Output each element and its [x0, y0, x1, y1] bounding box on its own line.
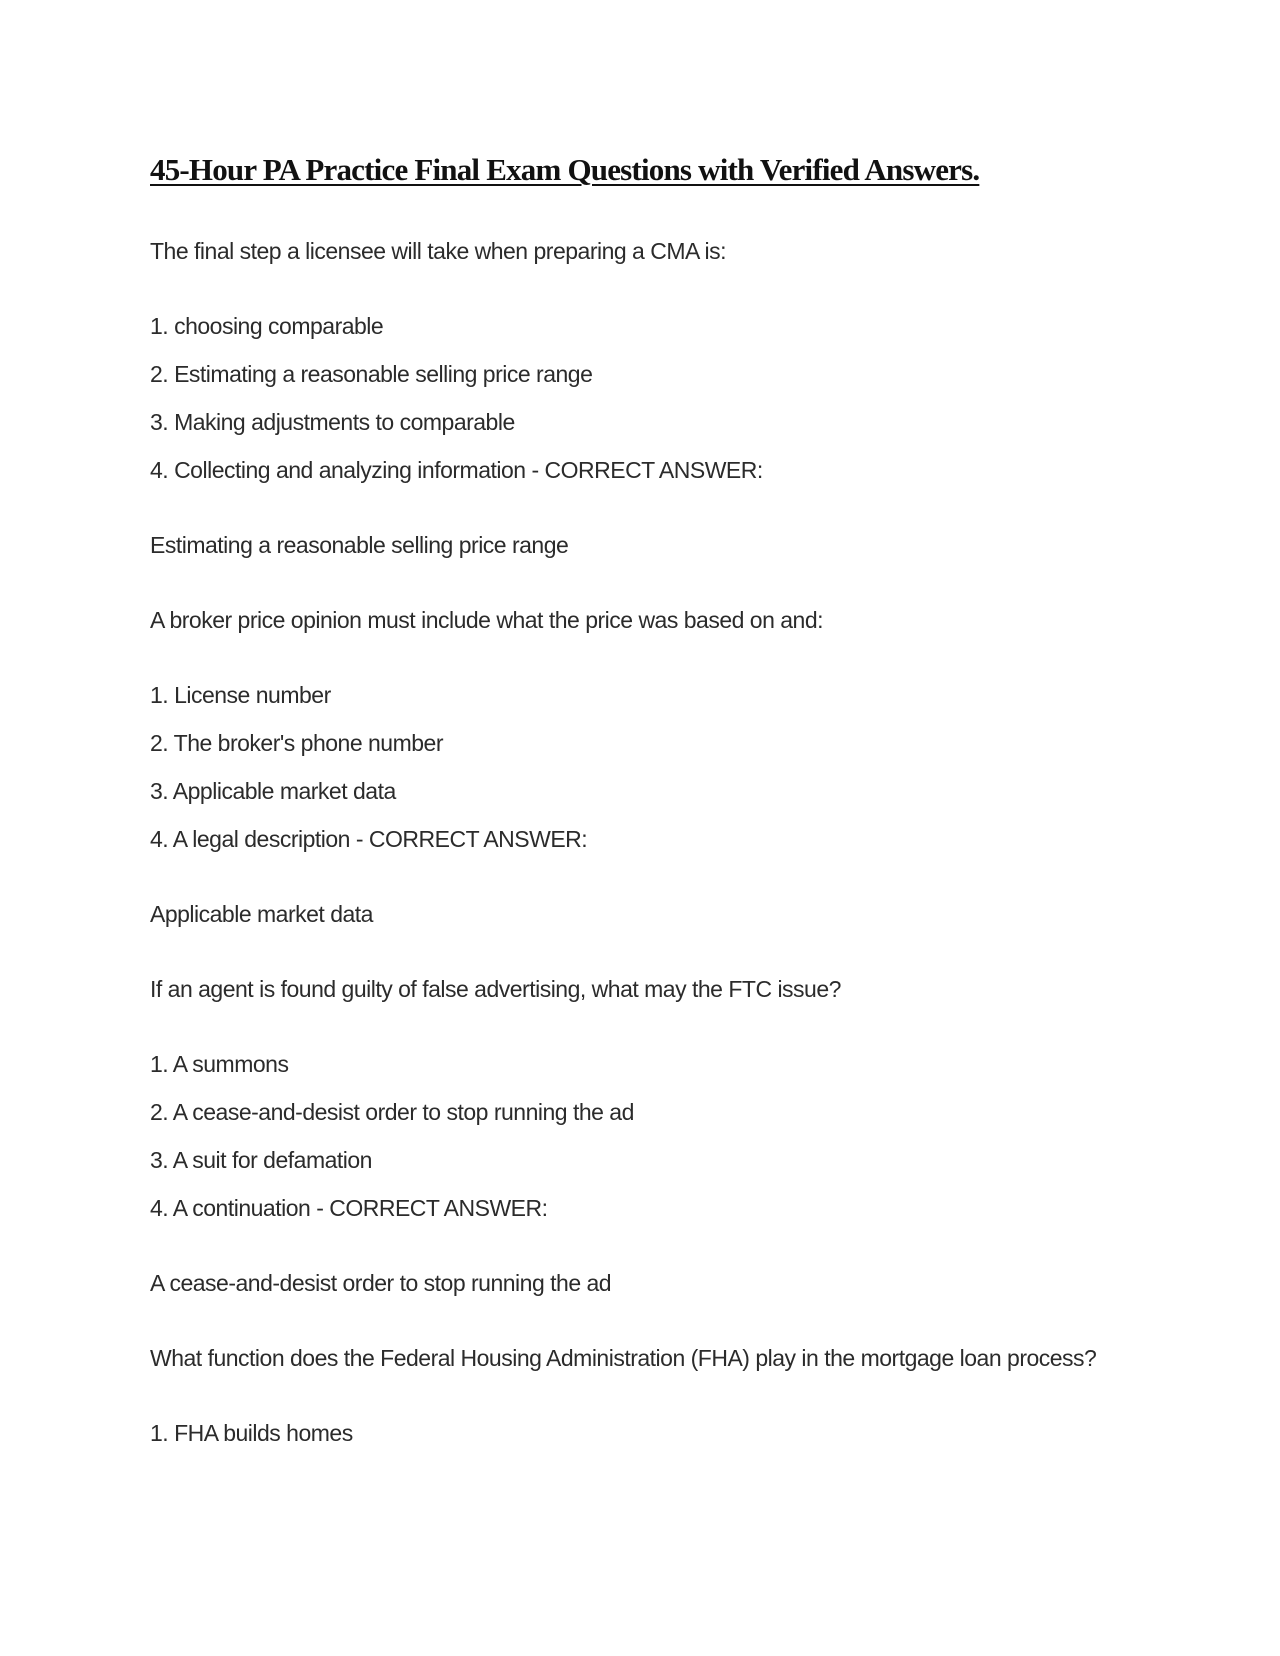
- answer-text: Estimating a reasonable selling price range: [150, 532, 569, 558]
- option-list: [150, 1049, 1130, 1224]
- option-list: [150, 680, 1130, 855]
- option-item: 4. Collecting and analyzing information - CORRECT ANSWER:: [150, 457, 763, 483]
- question-text: A broker price opinion must include what the price was based on and:: [150, 607, 824, 633]
- option-item: 1. License number: [150, 682, 331, 708]
- option-item: 2. The broker's phone number: [150, 730, 443, 756]
- question-text: If an agent is found guilty of false advertising, what may the FTC issue?: [150, 976, 841, 1002]
- option-item: 4. A legal description - CORRECT ANSWER:: [150, 826, 588, 852]
- document-page: [150, 150, 1130, 1449]
- question-text: The final step a licensee will take when preparing a CMA is:: [150, 238, 726, 264]
- option-item: 3. Making adjustments to comparable: [150, 409, 515, 435]
- answer-text: Applicable market data: [150, 901, 373, 927]
- question-block-3: [150, 974, 1130, 1299]
- question-block-1: [150, 236, 1130, 561]
- option-list: [150, 311, 1130, 486]
- option-item: 4. A continuation - CORRECT ANSWER:: [150, 1195, 548, 1221]
- option-list: [150, 1418, 1130, 1449]
- document-title: 45-Hour PA Practice Final Exam Questions with Verified Answers.: [150, 152, 980, 187]
- question-text: What function does the Federal Housing Administration (FHA) play in the mortgage loan process?: [150, 1345, 1097, 1371]
- option-item: 1. A summons: [150, 1051, 289, 1077]
- answer-text: A cease-and-desist order to stop running the ad: [150, 1270, 612, 1296]
- option-item: 1. FHA builds homes: [150, 1420, 353, 1446]
- question-block-2: [150, 605, 1130, 930]
- option-item: 2. A cease-and-desist order to stop running the ad: [150, 1099, 634, 1125]
- option-item: 3. Applicable market data: [150, 778, 396, 804]
- option-item: 1. choosing comparable: [150, 313, 384, 339]
- option-item: 3. A suit for defamation: [150, 1147, 372, 1173]
- option-item: 2. Estimating a reasonable selling price range: [150, 361, 593, 387]
- question-block-4: [150, 1343, 1130, 1449]
